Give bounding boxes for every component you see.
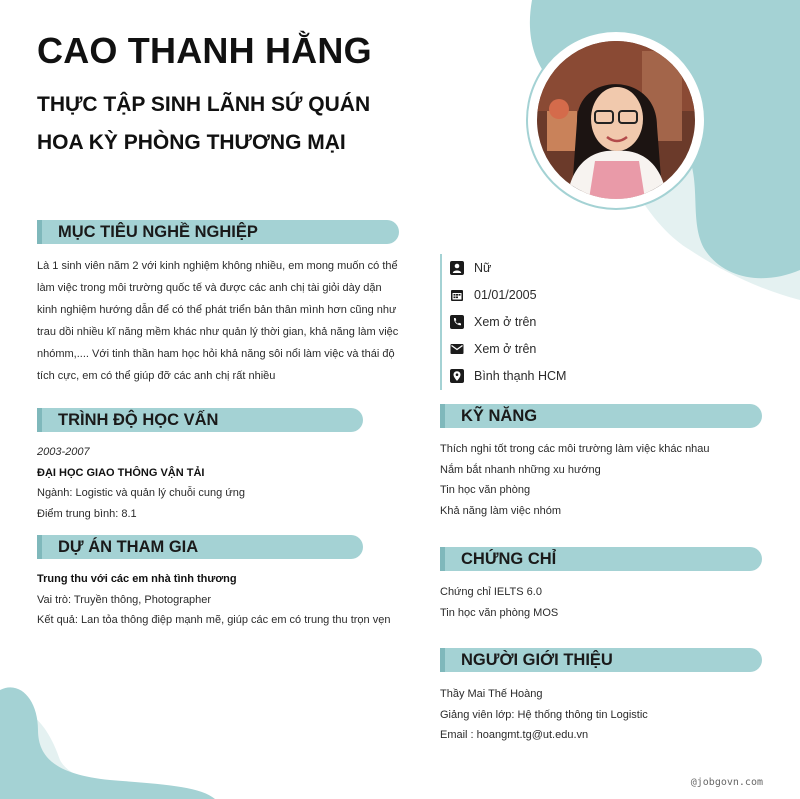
- skill-item: Tin học văn phòng: [440, 484, 531, 496]
- skills-heading: KỸ NĂNG: [461, 406, 538, 425]
- certificate-item: Chứng chỉ IELTS 6.0: [440, 586, 542, 598]
- objective-line: Là 1 sinh viên năm 2 với kinh nghiệm không nhiều, em mong muốn có thể: [37, 260, 398, 272]
- education-school: ĐẠI HỌC GIAO THÔNG VẬN TẢI: [37, 466, 205, 479]
- candidate-name: CAO THANH HẰNG: [37, 30, 372, 71]
- contact-address: Bình thạnh HCM: [474, 369, 567, 384]
- objective-section-header: [37, 220, 399, 244]
- phone-icon: [450, 315, 464, 329]
- job-title-line: THỰC TẬP SINH LÃNH SỨ QUÁN: [37, 93, 371, 116]
- skills-list: [440, 439, 770, 521]
- contact-birthday-row: [450, 281, 770, 308]
- projects-section-header: [37, 535, 363, 559]
- skill-item: Thích nghi tốt trong các môi trường làm việc khác nhau: [440, 443, 710, 455]
- certificates-heading: CHỨNG CHỈ: [461, 549, 557, 568]
- objective-line: trau dồi nhiều kĩ năng mềm khác như quản lý thời gian, khả năng làm việc: [37, 326, 399, 338]
- avatar: [537, 41, 695, 199]
- certificate-item: Tin học văn phòng MOS: [440, 606, 559, 619]
- references-section-header: [440, 648, 762, 672]
- section-accent-bar: [440, 648, 445, 672]
- contact-address-row: [450, 363, 770, 390]
- mail-icon: [450, 342, 464, 356]
- avatar-frame: [528, 32, 704, 208]
- objective-line: nhómm,.... Với tinh thần ham học hỏi khả năng sôi nổi làm việc và thái độ: [37, 348, 395, 360]
- projects-heading: DỰ ÁN THAM GIA: [58, 537, 199, 556]
- skill-item: Nắm bắt nhanh những xu hướng: [440, 463, 601, 476]
- objective-line: tích cực, em có thể giúp đỡ các anh chị rất nhiều: [37, 370, 276, 382]
- education-major: Ngành: Logistic và quản lý chuỗi cung ứng: [37, 487, 245, 499]
- project-entry: [37, 569, 437, 631]
- objective-line: kinh nghiệm hướng dẫn để có thể phát triển bản thân mình hơn cũng như: [37, 304, 397, 316]
- section-accent-bar: [37, 535, 42, 559]
- project-result: Kết quả: Lan tỏa thông điệp mạnh mẽ, giúp các em có trung thu trọn vẹn: [37, 614, 391, 626]
- profile-photo: [537, 41, 695, 199]
- skills-section-header: [440, 404, 762, 428]
- education-section-header: [37, 408, 363, 432]
- references-heading: NGƯỜI GIỚI THIỆU: [461, 650, 613, 669]
- bottom-left-blob: [0, 687, 215, 799]
- certificates-section-header: [440, 547, 762, 571]
- reference-email: Email : hoangmt.tg@ut.edu.vn: [440, 729, 589, 741]
- contact-gender-row: [450, 254, 770, 281]
- contact-birthday: 01/01/2005: [474, 287, 537, 302]
- section-accent-bar: [440, 404, 445, 428]
- contact-info: [440, 254, 770, 390]
- reference-entry: [440, 684, 770, 746]
- contact-phone-row: [450, 308, 770, 335]
- contact-email: Xem ở trên: [474, 342, 537, 357]
- contact-phone: Xem ở trên: [474, 314, 537, 329]
- reference-name: Thầy Mai Thế Hoàng: [440, 688, 543, 700]
- location-pin-icon: [450, 369, 464, 383]
- skill-item: Khả năng làm việc nhóm: [440, 504, 562, 517]
- education-heading: TRÌNH ĐỘ HỌC VẤN: [58, 410, 219, 429]
- education-entry: [37, 442, 417, 524]
- person-icon: [450, 261, 464, 275]
- section-accent-bar: [440, 547, 445, 571]
- job-title-line: HOA KỲ PHÒNG THƯƠNG MẠI: [37, 131, 346, 154]
- objective-line: làm việc trong môi trường quốc tế và được các anh chị tài giỏi dày dặn: [37, 282, 382, 294]
- section-accent-bar: [37, 220, 42, 244]
- education-gpa: Điểm trung bình: 8.1: [37, 507, 137, 520]
- reference-position: Giảng viên lớp: Hệ thống thông tin Logistic: [440, 708, 648, 721]
- objective-heading: MỤC TIÊU NGHỀ NGHIỆP: [58, 222, 258, 241]
- footer-credit: @jobgovn.com: [690, 777, 763, 788]
- project-role: Vai trò: Truyền thông, Photographer: [37, 593, 212, 606]
- job-title: [37, 86, 457, 162]
- education-years: 2003-2007: [37, 446, 90, 458]
- contact-gender: Nữ: [474, 260, 492, 275]
- contact-email-row: [450, 336, 770, 363]
- calendar-icon: [450, 288, 464, 302]
- certificates-list: [440, 582, 770, 623]
- objective-text: [37, 255, 417, 387]
- section-accent-bar: [37, 408, 42, 432]
- project-name: Trung thu với các em nhà tình thương: [37, 573, 237, 585]
